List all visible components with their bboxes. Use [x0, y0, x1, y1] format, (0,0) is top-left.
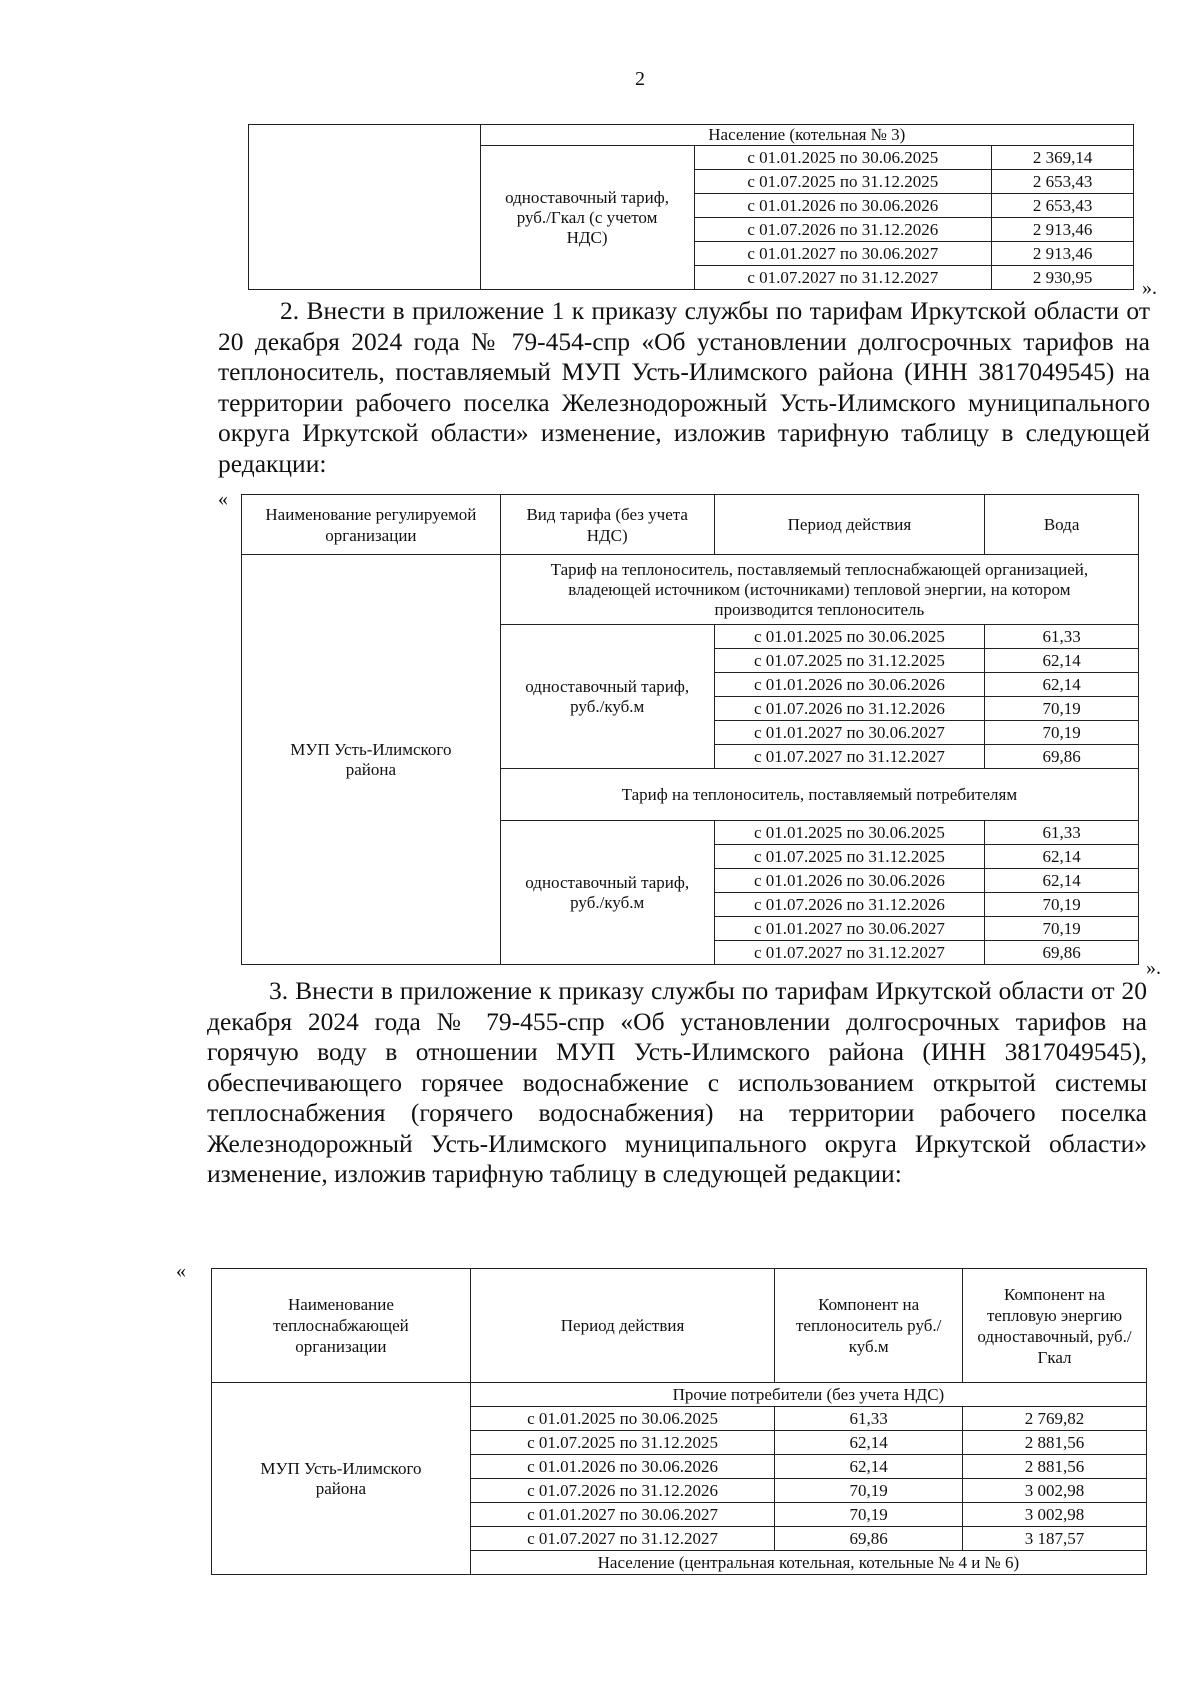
carrier-value: 70,19: [775, 1503, 963, 1527]
value-cell: 70,19: [985, 917, 1139, 941]
carrier-value: 69,86: [775, 1527, 963, 1551]
period-cell: с 01.01.2025 по 30.06.2025: [470, 1407, 774, 1431]
period-cell: с 01.01.2027 по 30.06.2027: [470, 1503, 774, 1527]
energy-value: 2 881,56: [963, 1455, 1147, 1479]
period-cell: с 01.07.2027 по 31.12.2027: [714, 941, 985, 965]
closing-quote-mark: ».: [1146, 957, 1161, 979]
header-period: Период действия: [714, 495, 985, 555]
org-cell: МУП Усть-Илимского района: [212, 1383, 471, 1575]
value-cell: 62,14: [985, 673, 1139, 697]
energy-value: 2 881,56: [963, 1431, 1147, 1455]
value-cell: 69,86: [985, 941, 1139, 965]
period-cell: с 01.01.2026 по 30.06.2026: [470, 1455, 774, 1479]
period-cell: с 01.07.2027 по 31.12.2027: [470, 1527, 774, 1551]
section-header: Население (котельная № 3): [480, 125, 1133, 146]
energy-value: 3 002,98: [963, 1479, 1147, 1503]
value-cell: 69,86: [985, 745, 1139, 769]
value-cell: 2 369,14: [992, 146, 1134, 170]
opening-quote-mark: «: [218, 488, 228, 510]
header-org: Наименование теплоснабжающей организации: [212, 1269, 471, 1383]
period-cell: с 01.01.2026 по 30.06.2026: [714, 673, 985, 697]
period-cell: с 01.01.2027 по 30.06.2027: [714, 917, 985, 941]
period-cell: с 01.07.2026 по 31.12.2026: [714, 893, 985, 917]
period-cell: с 01.01.2027 по 30.06.2027: [714, 721, 985, 745]
energy-value: 3 002,98: [963, 1503, 1147, 1527]
org-cell-blank: [249, 125, 481, 290]
value-cell: 70,19: [985, 697, 1139, 721]
paragraph-3: [207, 976, 1147, 1190]
header-tariff-type: Вид тарифа (без учета НДС): [500, 495, 714, 555]
carrier-value: 70,19: [775, 1479, 963, 1503]
period-cell: с 01.01.2026 по 30.06.2026: [694, 194, 992, 218]
carrier-value: 62,14: [775, 1455, 963, 1479]
section-header-2: Тариф на теплоноситель, поставляемый потребителям: [500, 769, 1138, 821]
value-cell: 62,14: [985, 845, 1139, 869]
paragraph-2: [218, 296, 1150, 479]
header-water: Вода: [985, 495, 1139, 555]
energy-value: 2 769,82: [963, 1407, 1147, 1431]
tariff-type-cell: одноставочный тариф, руб./куб.м: [500, 625, 714, 769]
value-cell: 2 653,43: [992, 194, 1134, 218]
value-cell: 2 913,46: [992, 218, 1134, 242]
period-cell: с 01.07.2025 по 31.12.2025: [470, 1431, 774, 1455]
tariff-table-heat-carrier: [241, 494, 1139, 965]
value-cell: 70,19: [985, 893, 1139, 917]
period-cell: с 01.07.2026 по 31.12.2026: [694, 218, 992, 242]
section-header-1: Прочие потребители (без учета НДС): [470, 1383, 1146, 1407]
period-cell: с 01.01.2026 по 30.06.2026: [714, 869, 985, 893]
paragraph-2-text: 2. Внести в приложение 1 к приказу службы по тарифам Иркутской области от 20 декабря 2024 года № 79-454-спр «Об установлении долгосрочных тарифов на теплоноситель, поставляемый МУП Усть-Илимского района (ИНН 3817049545) на территории рабочего поселка Железнодорожный Усть-Илимского муниципального округа Иркутской области» изменение, изложив тарифную таблицу в следующей редакции:: [218, 296, 1150, 478]
period-cell: с 01.07.2026 по 31.12.2026: [470, 1479, 774, 1503]
opening-quote-mark: «: [176, 1260, 186, 1282]
tariff-table-heat-population: [248, 124, 1134, 290]
closing-quote-mark: ».: [1142, 277, 1157, 299]
period-cell: с 01.07.2027 по 31.12.2027: [714, 745, 985, 769]
tariff-type-cell: одноставочный тариф, руб./куб.м: [500, 821, 714, 965]
value-cell: 70,19: [985, 721, 1139, 745]
period-cell: с 01.07.2025 по 31.12.2025: [714, 649, 985, 673]
carrier-value: 61,33: [775, 1407, 963, 1431]
period-cell: с 01.01.2025 по 30.06.2025: [714, 625, 985, 649]
paragraph-3-text: 3. Внести в приложение к приказу службы по тарифам Иркутской области от 20 декабря 2024 года № 79-455-спр «Об установлении долгосрочных тарифов на горячую воду в отношении МУП Усть-Илимского района (ИНН 3817049545), обеспечивающего горячее водоснабжение с использованием открытой системы теплоснабжения (горячего водоснабжения) на территории рабочего поселка Железнодорожный Усть-Илимского муниципального округа Иркутской области» изменение, изложив тарифную таблицу в следующей редакции:: [207, 976, 1147, 1188]
value-cell: 2 930,95: [992, 266, 1134, 290]
header-period: Период действия: [470, 1269, 774, 1383]
value-cell: 2 913,46: [992, 242, 1134, 266]
page-number: 2: [635, 68, 645, 90]
period-cell: с 01.01.2025 по 30.06.2025: [714, 821, 985, 845]
tariff-table-hot-water: [211, 1268, 1147, 1575]
energy-value: 3 187,57: [963, 1527, 1147, 1551]
header-org: Наименование регулируемой организации: [242, 495, 501, 555]
value-cell: 2 653,43: [992, 170, 1134, 194]
section-header-2: Население (центральная котельная, котельные № 4 и № 6): [470, 1551, 1146, 1575]
value-cell: 62,14: [985, 649, 1139, 673]
value-cell: 61,33: [985, 625, 1139, 649]
value-cell: 61,33: [985, 821, 1139, 845]
value-cell: 62,14: [985, 869, 1139, 893]
period-cell: с 01.07.2025 по 31.12.2025: [714, 845, 985, 869]
header-carrier-component: Компонент на теплоноситель руб./куб.м: [775, 1269, 963, 1383]
period-cell: с 01.07.2026 по 31.12.2026: [714, 697, 985, 721]
tariff-type-cell: одноставочный тариф, руб./Гкал (с учетом НДС): [480, 146, 694, 290]
org-cell: МУП Усть-Илимского района: [242, 555, 501, 965]
section-header-1: Тариф на теплоноситель, поставляемый теплоснабжающей организацией, владеющей источником (источниками) тепловой энергии, на котором производится теплоноситель: [500, 555, 1138, 625]
period-cell: с 01.01.2027 по 30.06.2027: [694, 242, 992, 266]
carrier-value: 62,14: [775, 1431, 963, 1455]
header-energy-component: Компонент на тепловую энергию одноставочный, руб./Гкал: [963, 1269, 1147, 1383]
period-cell: с 01.07.2027 по 31.12.2027: [694, 266, 992, 290]
period-cell: с 01.01.2025 по 30.06.2025: [694, 146, 992, 170]
period-cell: с 01.07.2025 по 31.12.2025: [694, 170, 992, 194]
